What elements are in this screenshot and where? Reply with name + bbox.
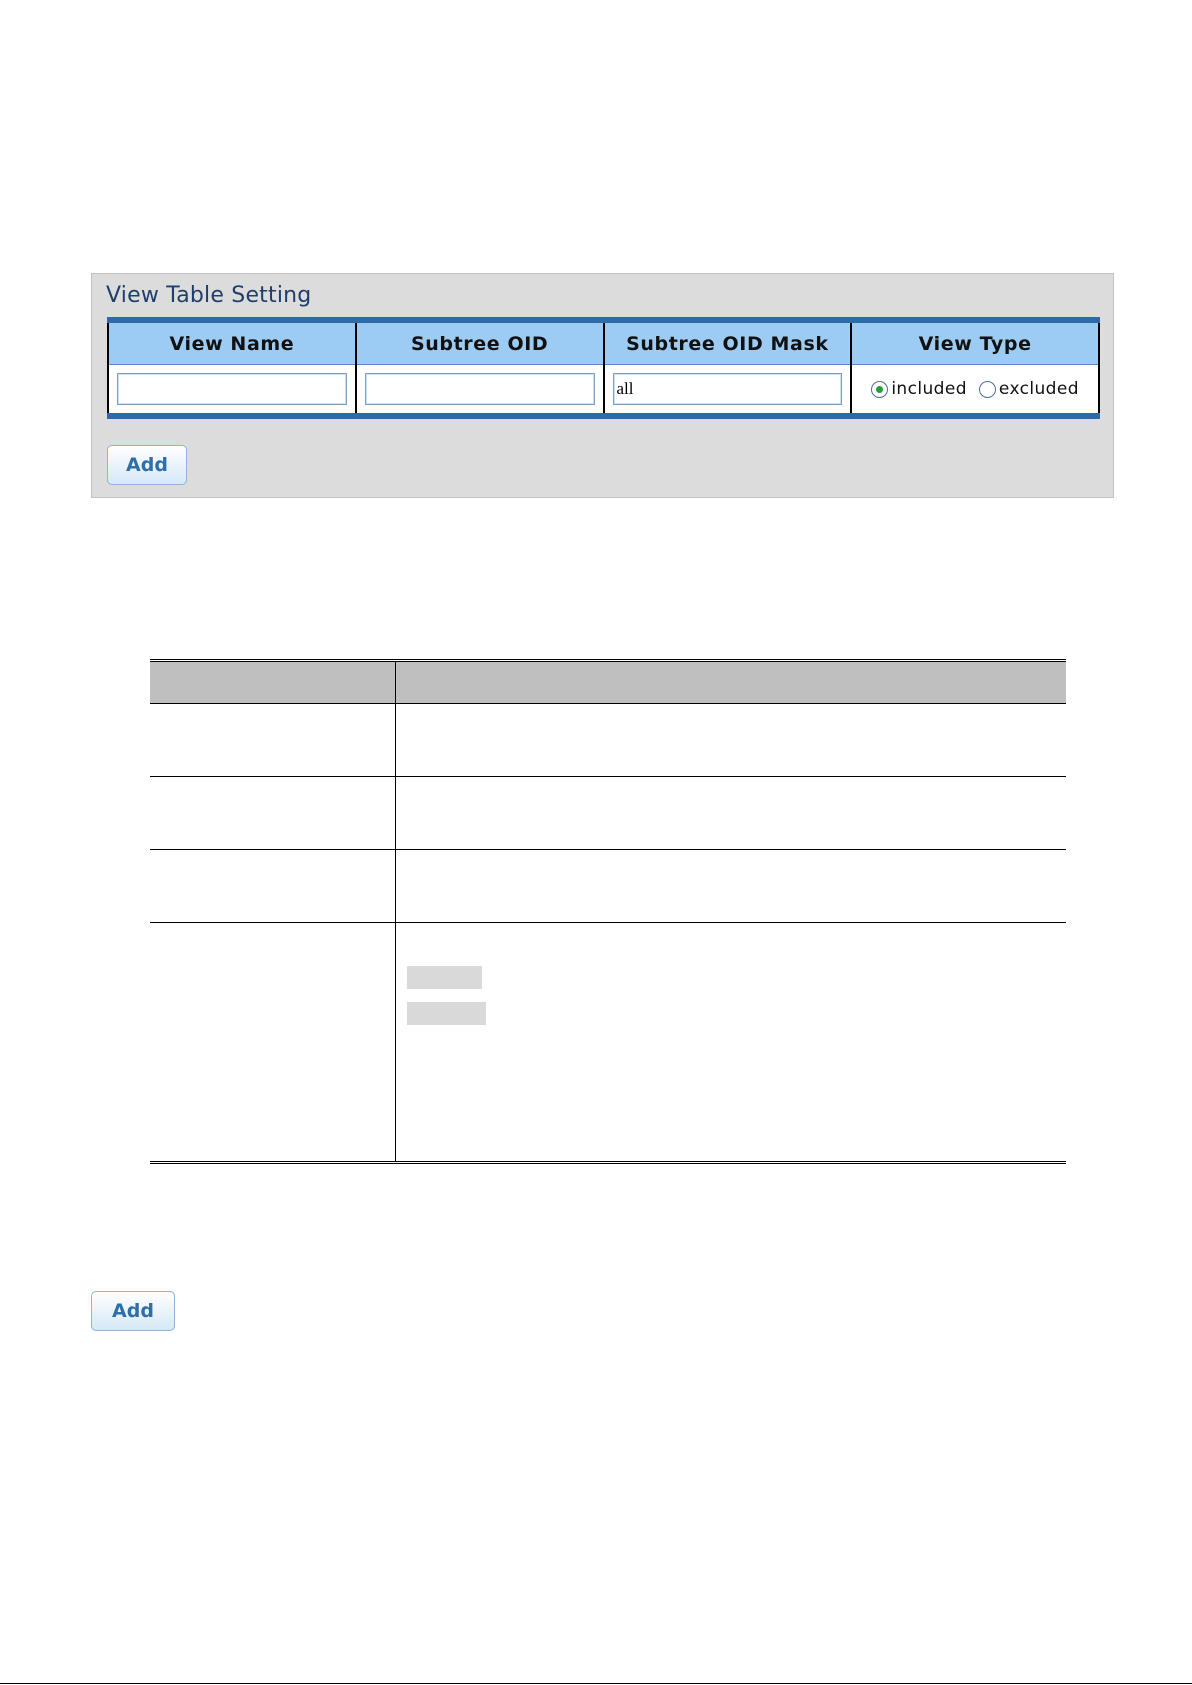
- subtree-oid-cell: [356, 365, 604, 417]
- add-button-reference[interactable]: Add: [91, 1291, 175, 1331]
- col-header-subtree-oid: Subtree OID: [356, 320, 604, 365]
- table-row: [150, 704, 1066, 777]
- radio-included-label[interactable]: included: [891, 379, 967, 399]
- table-row: [150, 850, 1066, 923]
- description-table: [150, 659, 1066, 1164]
- radio-included[interactable]: [871, 379, 967, 399]
- view-table: [107, 317, 1100, 419]
- add-button[interactable]: Add: [107, 445, 187, 485]
- view-name-input[interactable]: [117, 373, 347, 405]
- highlight-chip: [407, 966, 482, 989]
- col-header-subtree-oid-mask: Subtree OID Mask: [604, 320, 852, 365]
- radio-excluded[interactable]: [979, 379, 1079, 399]
- subtree-oid-mask-input[interactable]: [613, 373, 843, 405]
- subtree-oid-input[interactable]: [365, 373, 595, 405]
- col-header-view-type: View Type: [851, 320, 1099, 365]
- view-type-radio-group: [860, 379, 1090, 399]
- view-table-setting-panel: [91, 273, 1114, 498]
- desc-header-object: [150, 661, 395, 704]
- radio-included-button[interactable]: [871, 381, 888, 398]
- view-type-cell: [851, 365, 1099, 417]
- panel-title: View Table Setting: [106, 283, 312, 308]
- col-header-view-name: View Name: [108, 320, 356, 365]
- highlight-chip: [407, 1002, 486, 1025]
- subtree-oid-mask-cell: [604, 365, 852, 417]
- page-footer-rule: [0, 1683, 1192, 1684]
- table-row: [150, 777, 1066, 850]
- radio-excluded-button[interactable]: [979, 381, 996, 398]
- radio-excluded-label[interactable]: excluded: [998, 379, 1079, 399]
- desc-header-description: [395, 661, 1066, 704]
- view-name-cell: [108, 365, 356, 417]
- table-row: [150, 923, 1066, 1163]
- table-row: [108, 365, 1099, 417]
